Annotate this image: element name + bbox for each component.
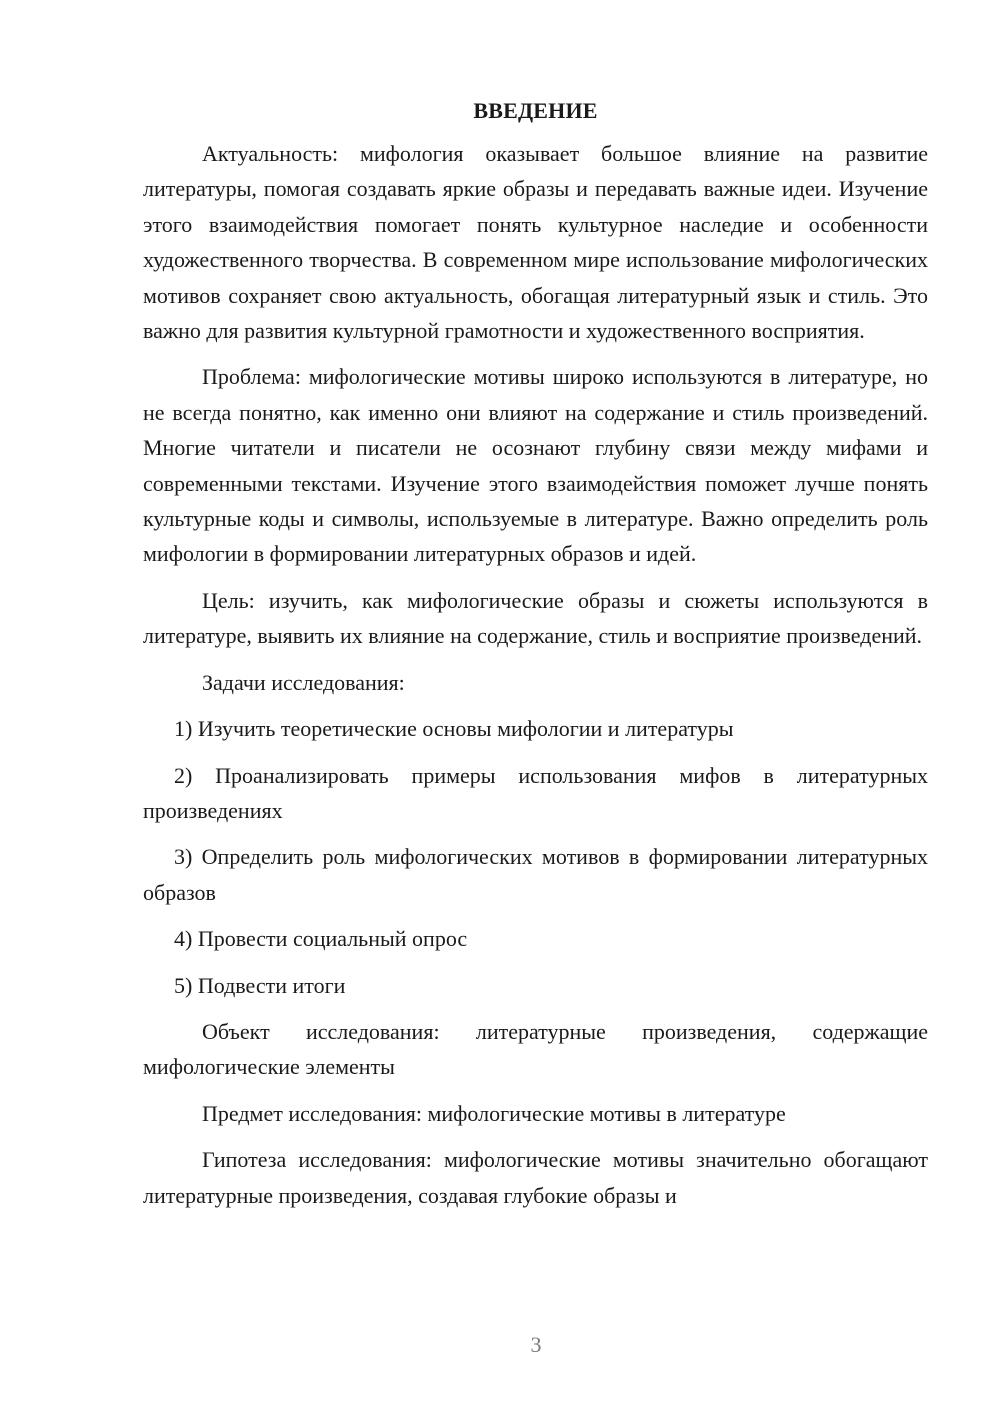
paragraph-problem: Проблема: мифологические мотивы широко используются в литературе, но не всегда понятно, как именно они влияют на содержание и стиль произведений. Многие читатели и писатели не осознают глубину связи между мифами и современными текстами. Изучение этого взаимодействия поможет лучше понять культурные коды и символы, используемые в литературе. Важно определить роль мифологии в формировании литературных образов и идей. xyxy=(143,364,928,567)
paragraph-subject: Предмет исследования: мифологические мотивы в литературе xyxy=(202,1100,786,1126)
paragraph-tasks-title: Задачи исследования: xyxy=(202,669,405,695)
task-item-1: 1) Изучить теоретические основы мифологии и литературы xyxy=(174,716,734,742)
task-item-2: 2) Проанализировать примеры использования мифов в литературных произведениях xyxy=(143,762,928,823)
task-item-5: 5) Подвести итоги xyxy=(174,972,346,998)
page-number: 3 xyxy=(530,1332,542,1357)
task-item-3: 3) Определить роль мифологических мотивов в формировании литературных образов xyxy=(143,844,928,905)
paragraph-goal: Цель: изучить, как мифологические образы и сюжеты используются в литературе, выявить их влияние на содержание, стиль и восприятие произведений. xyxy=(143,587,928,649)
page-heading: ВВЕДЕНИЕ xyxy=(473,98,598,123)
paragraph-hypothesis: Гипотеза исследования: мифологические мотивы значительно обогащают литературные произведения, создавая глубокие образы и xyxy=(143,1147,928,1208)
paragraph-relevance: Актуальность: мифология оказывает большое влияние на развитие литературы, помогая создавать яркие образы и передавать важные идеи. Изучение этого взаимодействия помогает понять культурное наследие и особенности художественного творчества. В современном мире использование мифологических мотивов сохраняет свою актуальность, обогащая литературный язык и стиль. Это важно для развития культурной грамотности и художественного восприятия. xyxy=(143,141,928,344)
task-item-4: 4) Провести социальный опрос xyxy=(174,926,468,952)
page-content xyxy=(143,96,928,1224)
paragraph-object: Объект исследования: литературные произведения, содержащие мифологические элементы xyxy=(143,1018,928,1080)
